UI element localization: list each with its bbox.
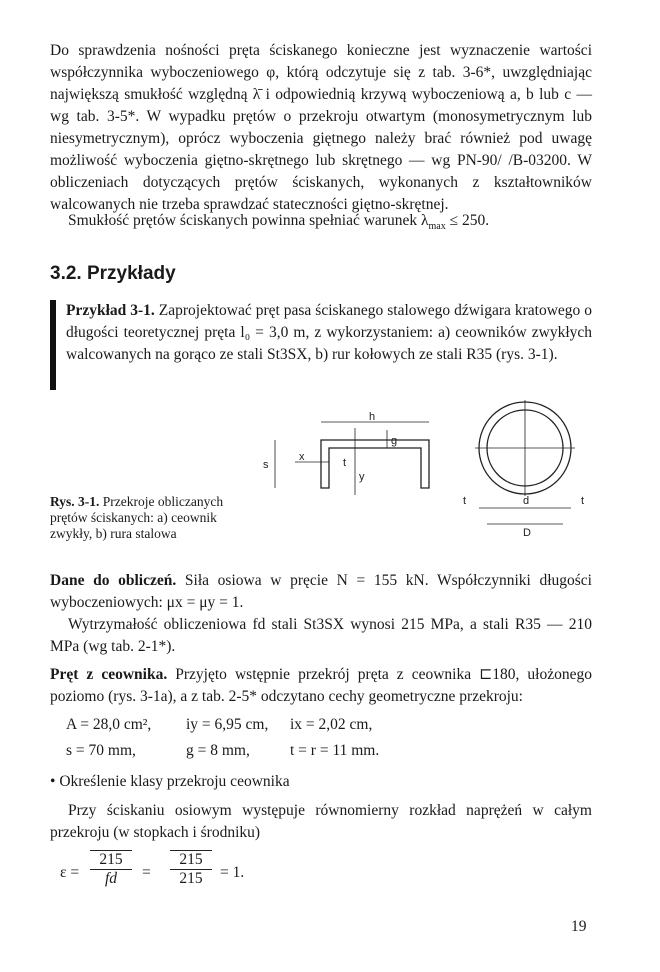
figure-3-1 <box>255 400 605 550</box>
label-t: t <box>343 457 347 469</box>
label-D: D <box>523 527 531 539</box>
example-label: Przykład 3-1. <box>66 302 155 319</box>
bullet-text: Określenie klasy przekroju ceownika <box>59 773 290 790</box>
label-s: s <box>263 459 269 471</box>
eq-sign: = <box>142 864 151 881</box>
intro-paragraph: Do sprawdzenia nośności pręta ściskanego konieczne jest wyznaczenie wartości współczynnika wyboczeniowego φ, którą odczytuje się z tab. 3-6*, uwzględniając największą smukłość względną λ̄ i odpowiednią krzywą wyboczeniową a, b lub c — wg tab. 3-5*. W wypadku prętów o przekroju otwartym (monosymetrycznym lub niesymetrycznym), oprócz wyboczenia giętnego należy brać również pod uwagę możliwość wyboczenia giętno-skrętnego lub skrętnego — wg PN-90/ /B-03200. W obliczeniach dotyczących prętów ściskanych, wykonanych z kształtowników walcowanych nie trzeba sprawdzać stateczności giętno-skrętnej. <box>50 42 592 213</box>
prop-iy: iy = 6,95 cm, <box>186 716 269 733</box>
label-h: h <box>369 411 376 423</box>
prop-t-r: t = r = 11 mm. <box>290 742 380 759</box>
design-strength: Wytrzymałość obliczeniowa fd stali St3SX wynosi 215 MPa, a stali R35 — 210 MPa (wg tab. 2-1*). <box>50 616 592 655</box>
example-marker-bar <box>50 300 56 390</box>
caption-text: Przekroje obliczanych prętów ściskanych: a) ceownik zwykły, b) rura stalowa <box>50 494 224 541</box>
given-text: Siła osiowa w pręcie N = 155 kN. Współczynniki długości wyboczeniowych: μx = μy = 1. <box>50 572 592 611</box>
num-2: 215 <box>170 851 212 870</box>
channel-label: Pręt z ceownika. <box>50 666 168 683</box>
channel-text: Przyjęto wstępnie przekrój pręta z ceownika ⊏180, ułożonego poziomo (rys. 3-1a), a z tab. 2-5* odczytano cechy geometryczne przekroju: <box>50 666 592 705</box>
page-number: 19 <box>571 918 587 935</box>
prop-A: A = 28,0 cm², <box>66 716 152 733</box>
given-data <box>50 570 592 614</box>
sqrt-1 <box>90 850 132 888</box>
result: = 1. <box>220 864 245 881</box>
prop-s: s = 70 mm, <box>66 742 136 759</box>
label-x: x <box>299 451 305 463</box>
example-3-1 <box>66 300 592 366</box>
lambda-max-sub: max <box>428 221 446 233</box>
den-2: 215 <box>179 870 203 887</box>
given-label: Dane do obliczeń. <box>50 572 177 589</box>
bullet-item: • Określenie klasy przekroju ceownika <box>50 773 290 790</box>
slenderness-limit: ≤ 250. <box>445 212 490 229</box>
example-text: Zaprojektować pręt pasa ściskanego stalowego dźwigara kratowego o długości teoretycznej pręta l₀ = 3,0 m, z wykorzystaniem: a) ceowników zwykłych walcowanych na gorąco ze stali St3SX, b) rur kołowych ze stali R35 (rys. 3-1). <box>66 302 593 363</box>
figure-caption <box>50 494 250 542</box>
channel-member <box>50 664 592 708</box>
slenderness-text: Smukłość prętów ściskanych powinna spełniać warunek λ <box>68 212 429 229</box>
prop-g: g = 8 mm, <box>186 742 250 759</box>
label-y: y <box>359 471 365 483</box>
caption-label: Rys. 3-1. <box>50 494 100 509</box>
prop-ix: ix = 2,02 cm, <box>290 716 373 733</box>
den-1: fd <box>104 870 118 887</box>
label-t-right: t <box>581 495 585 507</box>
label-d: d <box>523 495 530 507</box>
stress-distribution: Przy ściskaniu osiowym występuje równomierny rozkład naprężeń w całym przekroju (w stopkach i środniku) <box>50 802 592 841</box>
label-g: g <box>391 435 398 447</box>
section-title: 3.2. Przykłady <box>50 263 176 284</box>
label-t-left: t <box>463 495 467 507</box>
eps-lhs: ε = <box>60 864 80 881</box>
num-1: 215 <box>90 851 132 870</box>
epsilon-formula <box>60 850 320 900</box>
sqrt-2 <box>170 850 212 888</box>
slenderness-condition <box>50 210 592 238</box>
